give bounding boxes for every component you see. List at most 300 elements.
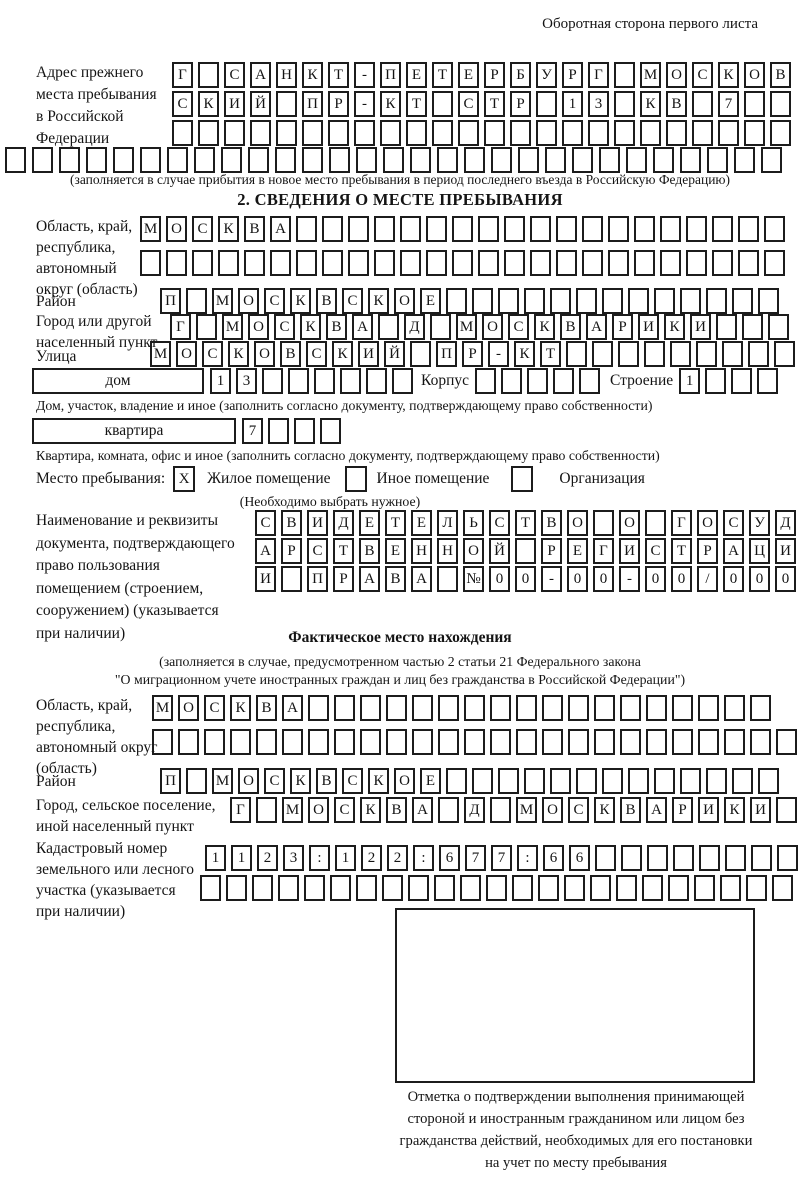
form-cell[interactable]: Н: [437, 538, 458, 564]
form-cell[interactable]: [582, 250, 603, 276]
form-cell[interactable]: [568, 729, 589, 755]
form-cell[interactable]: С: [264, 768, 285, 794]
form-cell[interactable]: Р: [697, 538, 718, 564]
form-cell[interactable]: [430, 314, 451, 340]
form-cell[interactable]: [490, 695, 511, 721]
form-cell[interactable]: А: [359, 566, 380, 592]
form-cell[interactable]: [256, 797, 277, 823]
form-cell[interactable]: /: [697, 566, 718, 592]
form-cell[interactable]: [640, 120, 661, 146]
form-cell[interactable]: [758, 288, 779, 314]
form-cell[interactable]: Е: [411, 510, 432, 536]
form-cell[interactable]: [568, 695, 589, 721]
form-cell[interactable]: С: [192, 216, 213, 242]
form-cell[interactable]: [644, 341, 665, 367]
form-cell[interactable]: 0: [671, 566, 692, 592]
form-cell[interactable]: Р: [612, 314, 633, 340]
form-cell[interactable]: [712, 250, 733, 276]
form-cell[interactable]: [712, 216, 733, 242]
form-cell[interactable]: М: [222, 314, 243, 340]
form-cell[interactable]: [400, 216, 421, 242]
form-cell[interactable]: И: [690, 314, 711, 340]
form-cell[interactable]: [620, 695, 641, 721]
form-cell[interactable]: М: [282, 797, 303, 823]
form-cell[interactable]: В: [280, 341, 301, 367]
form-cell[interactable]: К: [230, 695, 251, 721]
form-cell[interactable]: К: [534, 314, 555, 340]
form-cell[interactable]: [620, 729, 641, 755]
form-cell[interactable]: 1: [335, 845, 356, 871]
form-cell[interactable]: 0: [515, 566, 536, 592]
form-cell[interactable]: П: [160, 288, 181, 314]
form-cell[interactable]: [770, 91, 791, 117]
form-cell[interactable]: Р: [281, 538, 302, 564]
form-cell[interactable]: [314, 368, 335, 394]
form-cell[interactable]: К: [332, 341, 353, 367]
form-cell[interactable]: [438, 729, 459, 755]
form-cell[interactable]: И: [307, 510, 328, 536]
form-cell[interactable]: С: [342, 768, 363, 794]
form-cell[interactable]: [722, 341, 743, 367]
form-cell[interactable]: -: [488, 341, 509, 367]
form-cell[interactable]: [252, 875, 273, 901]
form-cell[interactable]: 7: [491, 845, 512, 871]
form-cell[interactable]: [672, 695, 693, 721]
form-cell[interactable]: [653, 147, 674, 173]
form-cell[interactable]: И: [358, 341, 379, 367]
form-cell[interactable]: 1: [231, 845, 252, 871]
form-cell[interactable]: И: [224, 91, 245, 117]
form-cell[interactable]: [472, 288, 493, 314]
form-cell[interactable]: [275, 147, 296, 173]
form-cell[interactable]: [738, 250, 759, 276]
form-cell[interactable]: [724, 695, 745, 721]
form-cell[interactable]: [186, 288, 207, 314]
form-cell[interactable]: С: [224, 62, 245, 88]
form-cell[interactable]: [696, 341, 717, 367]
form-cell[interactable]: [672, 729, 693, 755]
form-cell[interactable]: А: [723, 538, 744, 564]
form-cell[interactable]: [432, 91, 453, 117]
form-cell[interactable]: [382, 875, 403, 901]
form-cell[interactable]: [386, 729, 407, 755]
form-cell[interactable]: 7: [718, 91, 739, 117]
form-cell[interactable]: О: [463, 538, 484, 564]
form-cell[interactable]: М: [640, 62, 661, 88]
form-cell[interactable]: К: [368, 288, 389, 314]
form-cell[interactable]: [725, 845, 746, 871]
form-cell[interactable]: [698, 695, 719, 721]
form-cell[interactable]: [166, 250, 187, 276]
form-cell[interactable]: [686, 250, 707, 276]
form-cell[interactable]: Г: [671, 510, 692, 536]
form-cell[interactable]: [308, 729, 329, 755]
form-cell[interactable]: [518, 147, 539, 173]
form-cell[interactable]: [278, 875, 299, 901]
form-cell[interactable]: А: [586, 314, 607, 340]
form-cell[interactable]: С: [274, 314, 295, 340]
form-cell[interactable]: [452, 250, 473, 276]
form-cell[interactable]: 1: [210, 368, 231, 394]
form-cell[interactable]: Т: [540, 341, 561, 367]
form-cell[interactable]: [490, 797, 511, 823]
form-cell[interactable]: 2: [361, 845, 382, 871]
form-cell[interactable]: [536, 91, 557, 117]
form-cell[interactable]: [172, 120, 193, 146]
form-cell[interactable]: О: [666, 62, 687, 88]
form-cell[interactable]: [751, 845, 772, 871]
form-cell[interactable]: О: [308, 797, 329, 823]
form-cell[interactable]: К: [514, 341, 535, 367]
form-cell[interactable]: -: [619, 566, 640, 592]
form-cell[interactable]: -: [354, 91, 375, 117]
form-cell[interactable]: [734, 147, 755, 173]
form-cell[interactable]: А: [282, 695, 303, 721]
form-cell[interactable]: Т: [671, 538, 692, 564]
form-cell[interactable]: [340, 368, 361, 394]
form-cell[interactable]: [530, 250, 551, 276]
form-cell[interactable]: 0: [775, 566, 796, 592]
form-cell[interactable]: А: [255, 538, 276, 564]
form-cell[interactable]: [262, 368, 283, 394]
form-cell[interactable]: [446, 768, 467, 794]
form-cell[interactable]: [334, 695, 355, 721]
form-cell[interactable]: [348, 216, 369, 242]
form-cell[interactable]: [761, 147, 782, 173]
form-cell[interactable]: [478, 216, 499, 242]
form-cell[interactable]: Ц: [749, 538, 770, 564]
form-cell[interactable]: [706, 288, 727, 314]
form-cell[interactable]: М: [152, 695, 173, 721]
form-cell[interactable]: 3: [283, 845, 304, 871]
form-cell[interactable]: [572, 147, 593, 173]
form-cell[interactable]: [595, 845, 616, 871]
form-cell[interactable]: 0: [593, 566, 614, 592]
form-cell[interactable]: К: [360, 797, 381, 823]
form-cell[interactable]: Р: [541, 538, 562, 564]
form-cell[interactable]: [680, 288, 701, 314]
form-cell[interactable]: К: [594, 797, 615, 823]
form-cell[interactable]: [556, 250, 577, 276]
form-cell[interactable]: О: [238, 768, 259, 794]
form-cell[interactable]: [562, 120, 583, 146]
form-cell[interactable]: [646, 729, 667, 755]
form-cell[interactable]: М: [212, 288, 233, 314]
form-cell[interactable]: [204, 729, 225, 755]
form-cell[interactable]: [412, 695, 433, 721]
form-cell[interactable]: С: [489, 510, 510, 536]
form-cell[interactable]: А: [270, 216, 291, 242]
form-cell[interactable]: О: [238, 288, 259, 314]
form-cell[interactable]: К: [664, 314, 685, 340]
form-cell[interactable]: [186, 768, 207, 794]
form-cell[interactable]: [437, 566, 458, 592]
form-cell[interactable]: С: [723, 510, 744, 536]
form-cell[interactable]: [738, 216, 759, 242]
form-cell[interactable]: №: [463, 566, 484, 592]
form-cell[interactable]: [614, 120, 635, 146]
form-cell[interactable]: [360, 729, 381, 755]
form-cell[interactable]: Е: [420, 768, 441, 794]
form-cell[interactable]: 0: [749, 566, 770, 592]
form-cell[interactable]: [614, 91, 635, 117]
form-cell[interactable]: [770, 120, 791, 146]
form-cell[interactable]: В: [770, 62, 791, 88]
form-cell[interactable]: Д: [464, 797, 485, 823]
form-cell[interactable]: А: [352, 314, 373, 340]
form-cell[interactable]: [320, 418, 341, 444]
form-cell[interactable]: И: [255, 566, 276, 592]
form-cell[interactable]: [296, 216, 317, 242]
form-cell[interactable]: [602, 288, 623, 314]
form-cell[interactable]: С: [692, 62, 713, 88]
form-cell[interactable]: [478, 250, 499, 276]
form-cell[interactable]: [510, 120, 531, 146]
form-cell[interactable]: [452, 216, 473, 242]
form-cell[interactable]: [608, 250, 629, 276]
form-cell[interactable]: О: [248, 314, 269, 340]
form-cell[interactable]: [426, 250, 447, 276]
form-cell[interactable]: :: [309, 845, 330, 871]
form-cell[interactable]: [276, 91, 297, 117]
form-cell[interactable]: Е: [567, 538, 588, 564]
form-cell[interactable]: К: [300, 314, 321, 340]
form-cell[interactable]: В: [620, 797, 641, 823]
form-cell[interactable]: [698, 729, 719, 755]
form-cell[interactable]: [302, 147, 323, 173]
form-cell[interactable]: [718, 120, 739, 146]
form-cell[interactable]: С: [172, 91, 193, 117]
form-cell[interactable]: [542, 729, 563, 755]
form-cell[interactable]: [742, 314, 763, 340]
form-cell[interactable]: [692, 91, 713, 117]
form-cell[interactable]: Р: [328, 91, 349, 117]
form-cell[interactable]: [434, 875, 455, 901]
form-cell[interactable]: [408, 875, 429, 901]
form-cell[interactable]: К: [724, 797, 745, 823]
form-cell[interactable]: С: [508, 314, 529, 340]
form-cell[interactable]: [774, 341, 795, 367]
form-cell[interactable]: И: [750, 797, 771, 823]
form-cell[interactable]: [768, 314, 789, 340]
form-cell[interactable]: [515, 538, 536, 564]
form-cell[interactable]: [438, 695, 459, 721]
form-cell[interactable]: [616, 875, 637, 901]
form-cell[interactable]: [501, 368, 522, 394]
form-cell[interactable]: [250, 120, 271, 146]
form-cell[interactable]: [628, 288, 649, 314]
form-cell[interactable]: М: [150, 341, 171, 367]
form-cell[interactable]: Д: [775, 510, 796, 536]
form-cell[interactable]: Р: [510, 91, 531, 117]
form-cell[interactable]: [329, 147, 350, 173]
form-cell[interactable]: [282, 729, 303, 755]
form-cell[interactable]: [654, 768, 675, 794]
form-cell[interactable]: 2: [387, 845, 408, 871]
form-cell[interactable]: [602, 768, 623, 794]
form-cell[interactable]: [281, 566, 302, 592]
form-cell[interactable]: [699, 845, 720, 871]
form-cell[interactable]: [716, 314, 737, 340]
form-cell[interactable]: В: [281, 510, 302, 536]
form-cell[interactable]: С: [568, 797, 589, 823]
form-cell[interactable]: Г: [170, 314, 191, 340]
form-cell[interactable]: В: [359, 538, 380, 564]
form-cell[interactable]: [380, 120, 401, 146]
form-cell[interactable]: М: [516, 797, 537, 823]
form-cell[interactable]: [218, 250, 239, 276]
form-cell[interactable]: О: [482, 314, 503, 340]
form-cell[interactable]: [536, 120, 557, 146]
form-cell[interactable]: [720, 875, 741, 901]
form-cell[interactable]: [579, 368, 600, 394]
form-cell[interactable]: [464, 695, 485, 721]
form-cell[interactable]: С: [306, 341, 327, 367]
form-cell[interactable]: [294, 418, 315, 444]
form-cell[interactable]: [594, 695, 615, 721]
form-cell[interactable]: [498, 288, 519, 314]
form-cell[interactable]: [757, 368, 778, 394]
form-cell[interactable]: 0: [489, 566, 510, 592]
form-cell[interactable]: [410, 147, 431, 173]
form-cell[interactable]: И: [619, 538, 640, 564]
form-cell[interactable]: В: [560, 314, 581, 340]
form-cell[interactable]: М: [140, 216, 161, 242]
form-cell[interactable]: К: [218, 216, 239, 242]
form-cell[interactable]: [706, 768, 727, 794]
form-cell[interactable]: [764, 250, 785, 276]
form-cell[interactable]: [152, 729, 173, 755]
form-cell[interactable]: С: [264, 288, 285, 314]
form-cell[interactable]: С: [255, 510, 276, 536]
form-cell[interactable]: В: [326, 314, 347, 340]
form-cell[interactable]: [634, 216, 655, 242]
form-cell[interactable]: К: [718, 62, 739, 88]
form-cell[interactable]: [542, 695, 563, 721]
form-cell[interactable]: [582, 216, 603, 242]
form-cell[interactable]: [268, 418, 289, 444]
form-cell[interactable]: Т: [484, 91, 505, 117]
form-cell[interactable]: [564, 875, 585, 901]
checkbox-organization[interactable]: [511, 466, 533, 492]
checkbox-other[interactable]: [345, 466, 367, 492]
form-cell[interactable]: [491, 147, 512, 173]
form-cell[interactable]: [308, 695, 329, 721]
form-cell[interactable]: 3: [236, 368, 257, 394]
form-cell[interactable]: [410, 341, 431, 367]
form-cell[interactable]: И: [698, 797, 719, 823]
form-cell[interactable]: [426, 216, 447, 242]
form-cell[interactable]: Р: [484, 62, 505, 88]
form-cell[interactable]: [634, 250, 655, 276]
form-cell[interactable]: Й: [250, 91, 271, 117]
form-cell[interactable]: Е: [420, 288, 441, 314]
form-cell[interactable]: С: [342, 288, 363, 314]
form-cell[interactable]: М: [456, 314, 477, 340]
form-cell[interactable]: [244, 250, 265, 276]
form-cell[interactable]: 3: [588, 91, 609, 117]
form-cell[interactable]: [322, 250, 343, 276]
form-cell[interactable]: [618, 341, 639, 367]
form-cell[interactable]: [673, 845, 694, 871]
form-cell[interactable]: [296, 250, 317, 276]
form-cell[interactable]: 0: [645, 566, 666, 592]
form-cell[interactable]: [516, 695, 537, 721]
form-cell[interactable]: [59, 147, 80, 173]
form-cell[interactable]: В: [256, 695, 277, 721]
form-cell[interactable]: [475, 368, 496, 394]
form-cell[interactable]: В: [385, 566, 406, 592]
form-cell[interactable]: Й: [489, 538, 510, 564]
form-cell[interactable]: [140, 250, 161, 276]
form-cell[interactable]: 1: [205, 845, 226, 871]
form-cell[interactable]: И: [775, 538, 796, 564]
form-cell[interactable]: 0: [567, 566, 588, 592]
form-cell[interactable]: [593, 510, 614, 536]
form-cell[interactable]: [224, 120, 245, 146]
form-cell[interactable]: 6: [439, 845, 460, 871]
form-cell[interactable]: [458, 120, 479, 146]
form-cell[interactable]: [167, 147, 188, 173]
form-cell[interactable]: [354, 120, 375, 146]
form-cell[interactable]: [86, 147, 107, 173]
form-cell[interactable]: -: [354, 62, 375, 88]
form-cell[interactable]: [248, 147, 269, 173]
form-cell[interactable]: [437, 147, 458, 173]
form-cell[interactable]: [732, 768, 753, 794]
form-cell[interactable]: [668, 875, 689, 901]
form-cell[interactable]: В: [244, 216, 265, 242]
form-cell[interactable]: [322, 216, 343, 242]
form-cell[interactable]: [772, 875, 793, 901]
form-cell[interactable]: [744, 120, 765, 146]
form-cell[interactable]: :: [413, 845, 434, 871]
form-cell[interactable]: [356, 147, 377, 173]
form-cell[interactable]: [576, 768, 597, 794]
form-cell[interactable]: Р: [333, 566, 354, 592]
form-cell[interactable]: [576, 288, 597, 314]
form-cell[interactable]: [366, 368, 387, 394]
form-cell[interactable]: А: [411, 566, 432, 592]
form-cell[interactable]: [748, 341, 769, 367]
form-cell[interactable]: [524, 768, 545, 794]
form-cell[interactable]: Е: [458, 62, 479, 88]
form-cell[interactable]: [621, 845, 642, 871]
form-cell[interactable]: Е: [385, 538, 406, 564]
form-cell[interactable]: Р: [562, 62, 583, 88]
checkbox-residential[interactable]: X: [173, 466, 195, 492]
form-cell[interactable]: [472, 768, 493, 794]
form-cell[interactable]: О: [176, 341, 197, 367]
form-cell[interactable]: О: [166, 216, 187, 242]
form-cell[interactable]: [556, 216, 577, 242]
form-cell[interactable]: О: [567, 510, 588, 536]
form-cell[interactable]: О: [394, 768, 415, 794]
form-cell[interactable]: П: [307, 566, 328, 592]
form-cell[interactable]: [694, 875, 715, 901]
form-cell[interactable]: О: [619, 510, 640, 536]
form-cell[interactable]: [550, 288, 571, 314]
form-cell[interactable]: [527, 368, 548, 394]
form-cell[interactable]: А: [412, 797, 433, 823]
form-cell[interactable]: К: [228, 341, 249, 367]
form-cell[interactable]: [654, 288, 675, 314]
house-label-box[interactable]: дом: [32, 368, 204, 394]
form-cell[interactable]: [400, 250, 421, 276]
form-cell[interactable]: Н: [276, 62, 297, 88]
form-cell[interactable]: [680, 147, 701, 173]
form-cell[interactable]: Т: [432, 62, 453, 88]
